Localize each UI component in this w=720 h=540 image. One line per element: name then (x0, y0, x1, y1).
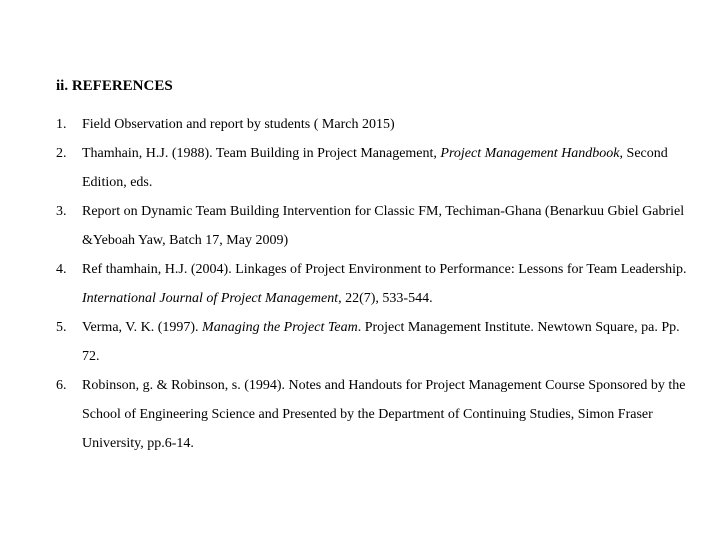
reference-list (56, 110, 696, 458)
reference-item (56, 255, 696, 313)
reference-text: Verma, V. K. (1997). Managing the Project Team. Project Management Institute. Newtown Square, pa. Pp. 72. (82, 320, 680, 364)
reference-item (56, 139, 696, 197)
reference-text: Report on Dynamic Team Building Intervention for Classic FM, Techiman-Ghana (Benarkuu Gbiel Gabriel &Yeboah Yaw, Batch 17, May 2009) (82, 204, 685, 248)
section-heading: ii. REFERENCES (56, 78, 173, 94)
reference-number: 3. (56, 204, 67, 219)
reference-number: 5. (56, 320, 67, 335)
reference-number: 6. (56, 378, 67, 393)
reference-title: Managing the Project Team (202, 320, 358, 335)
reference-journal: International Journal of Project Management (82, 291, 339, 306)
reference-title: Project Management Handbook (440, 146, 620, 161)
reference-number: 2. (56, 146, 67, 161)
reference-number: 4. (56, 262, 67, 277)
reference-item (56, 371, 696, 458)
reference-item (56, 313, 696, 371)
reference-item (56, 197, 696, 255)
reference-text: Robinson, g. & Robinson, s. (1994). Notes and Handouts for Project Management Course Sponsored by the School of Engineering Science and Presented by the Department of Continuing Studies, Simon Fraser University, pp.6-14. (82, 378, 686, 451)
reference-text: Ref thamhain, H.J. (2004). Linkages of Project Environment to Performance: Lessons for Team Leadership. International Journal of Project Management, 22(7), 533-544. (82, 262, 687, 306)
reference-number: 1. (56, 117, 67, 132)
reference-item (56, 110, 696, 139)
reference-text: Field Observation and report by students ( March 2015) (82, 117, 395, 132)
reference-text: Thamhain, H.J. (1988). Team Building in Project Management, Project Management Handbook, Second Edition, eds. (82, 146, 668, 190)
